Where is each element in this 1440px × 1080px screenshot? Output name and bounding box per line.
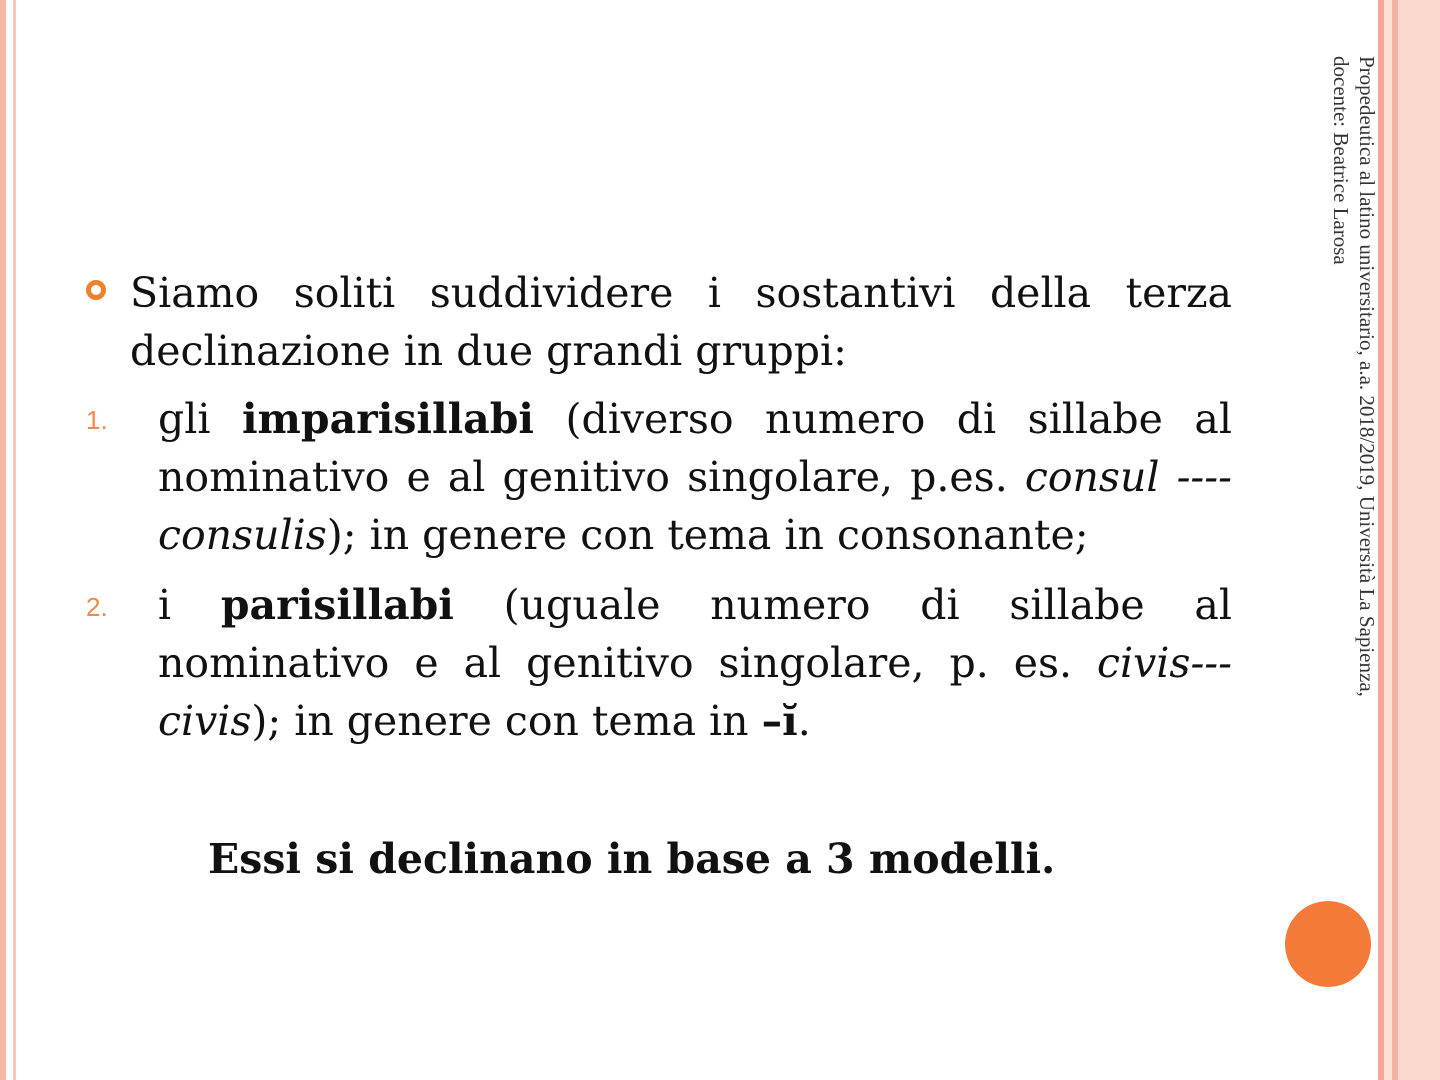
side-caption-line1: Propedeutica al latino universitario, a.a. 2018/2019, Università La Sapienza, <box>1355 56 1379 697</box>
bullet-circle-icon <box>86 280 106 300</box>
conclusion-text: Essi si declinano in base a 3 modelli. <box>208 835 1056 883</box>
item-end: . <box>797 697 811 745</box>
item-example: consul ----consulis <box>158 453 1232 559</box>
item-description-end: ); in genere con tema in <box>251 697 762 745</box>
item-term: parisillabi <box>220 581 454 629</box>
left-border-decoration <box>0 0 26 1080</box>
item-stem: –ĭ <box>761 697 798 745</box>
item-description: (uguale numero di sillabe al nominativo e al genitivo singolare, p. es. <box>158 581 1232 687</box>
item-term: imparisillabi <box>241 395 534 443</box>
item-prefix: gli <box>158 395 242 443</box>
list-item-parisillabi <box>158 576 1232 750</box>
item-example: civis---civis <box>158 639 1232 745</box>
list-number: 1. <box>86 405 108 435</box>
item-description-end: ); in genere con tema in consonante; <box>326 511 1089 559</box>
right-border-decoration <box>1378 0 1440 1080</box>
item-description: (diverso numero di sillabe al nominativo e al genitivo singolare, p.es. <box>158 395 1232 501</box>
decorative-circle <box>1285 901 1371 987</box>
side-caption <box>1324 56 1380 916</box>
item-prefix: i <box>158 581 221 629</box>
intro-paragraph: Siamo soliti suddividere i sostantivi della terza declinazione in due grandi gruppi: <box>130 269 1232 375</box>
list-item-imparisillabi <box>158 390 1232 564</box>
list-number: 2. <box>86 592 108 622</box>
side-caption-line2: docente: Beatrice Larosa <box>1329 56 1353 265</box>
